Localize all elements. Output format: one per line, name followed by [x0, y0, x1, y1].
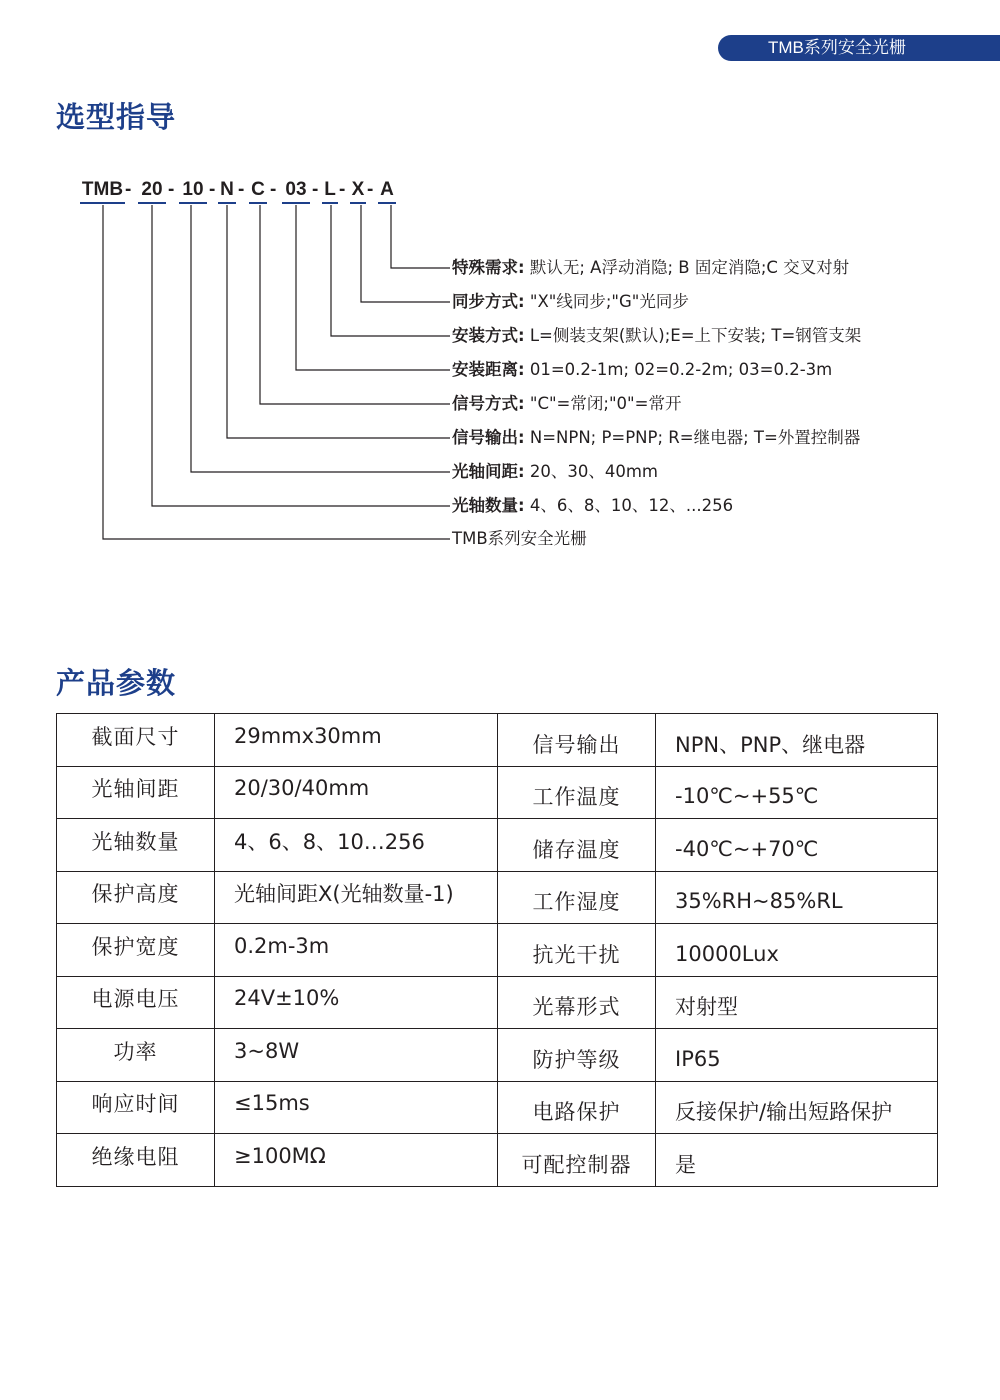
param-key: 防护等级: [498, 1029, 656, 1082]
code-separator: -: [270, 179, 277, 200]
annotation-desc: 01=0.2-1m; 02=0.2-2m; 03=0.2-3m: [524, 360, 833, 379]
annotation-label: 光轴间距:: [452, 462, 525, 481]
table-row: [57, 766, 938, 819]
code-segment-output: N: [218, 179, 236, 204]
annotation-label: 特殊需求:: [452, 258, 525, 277]
table-row: [57, 1029, 938, 1082]
code-separator: -: [209, 179, 216, 200]
connector-special: [391, 205, 450, 268]
table-row: [57, 819, 938, 872]
code-separator: -: [312, 179, 319, 200]
param-key: 抗光干扰: [498, 924, 656, 977]
section-title-selection-guide: 选型指导: [56, 100, 177, 134]
param-key: 截面尺寸: [57, 714, 215, 767]
annotation-signal: [452, 392, 681, 416]
connector-pitch: [191, 205, 450, 472]
param-key: 储存温度: [498, 819, 656, 872]
param-key: 保护宽度: [57, 924, 215, 977]
connector-distance: [296, 205, 450, 370]
annotation-label: 信号输出:: [452, 428, 525, 447]
param-key: 绝缘电阻: [57, 1134, 215, 1187]
annotation-mount: [452, 324, 861, 348]
param-value: ≥100MΩ: [215, 1134, 498, 1187]
code-segment-special: A: [378, 179, 396, 204]
param-key: 光轴间距: [57, 766, 215, 819]
code-segment-count: 20: [138, 179, 166, 204]
annotation-distance: [452, 358, 832, 382]
param-value: 0.2m-3m: [215, 924, 498, 977]
annotation-label: 安装距离:: [452, 360, 525, 379]
annotation-pitch: [452, 460, 658, 484]
header-tab: TMB系列安全光栅: [718, 35, 1000, 61]
table-row: [57, 924, 938, 977]
code-separator: -: [367, 179, 374, 200]
code-separator: -: [238, 179, 245, 200]
table-row: [57, 714, 938, 767]
param-key: 功率: [57, 1029, 215, 1082]
param-value: ≤15ms: [215, 1081, 498, 1134]
param-value: 10000Lux: [656, 924, 938, 977]
annotation-label: 光轴数量:: [452, 496, 525, 515]
annotation-desc: TMB系列安全光栅: [452, 529, 587, 548]
param-key: 光幕形式: [498, 976, 656, 1029]
code-segment-distance: 03: [282, 179, 310, 204]
param-key: 工作温度: [498, 766, 656, 819]
param-key: 保护高度: [57, 871, 215, 924]
annotation-sync: [452, 290, 689, 314]
annotation-label: 信号方式:: [452, 394, 525, 413]
param-value: 29mmx30mm: [215, 714, 498, 767]
param-value: 对射型: [656, 976, 938, 1029]
annotation-desc: N=NPN; P=PNP; R=继电器; T=外置控制器: [524, 428, 861, 447]
annotation-count: [452, 494, 733, 518]
param-key: 响应时间: [57, 1081, 215, 1134]
annotation-desc: 4、6、8、10、12、...256: [524, 496, 734, 515]
table-row: [57, 976, 938, 1029]
code-separator: -: [339, 179, 346, 200]
param-value: 光轴间距X(光轴数量-1): [215, 871, 498, 924]
connector-count: [152, 205, 450, 506]
param-value: 是: [656, 1134, 938, 1187]
param-key: 信号输出: [498, 714, 656, 767]
param-value: -10℃~+55℃: [656, 766, 938, 819]
param-value: IP65: [656, 1029, 938, 1082]
annotation-special: [452, 256, 849, 280]
annotation-series: [452, 527, 587, 551]
annotation-desc: L=侧装支架(默认);E=上下安装; T=钢管支架: [524, 326, 862, 345]
annotation-desc: "X"线同步;"G"光同步: [524, 292, 689, 311]
param-value: 反接保护/输出短路保护: [656, 1081, 938, 1134]
code-segment-pitch: 10: [179, 179, 207, 204]
code-separator: -: [125, 179, 132, 200]
param-key: 电源电压: [57, 976, 215, 1029]
code-separator: -: [168, 179, 175, 200]
code-segment-series: TMB: [80, 179, 125, 204]
param-value: 4、6、8、10…256: [215, 819, 498, 872]
connector-sync: [361, 205, 450, 302]
code-segment-sync: X: [350, 179, 366, 204]
section-title-product-params: 产品参数: [56, 666, 177, 700]
annotation-desc: 20、30、40mm: [524, 462, 658, 481]
connector-signal: [260, 205, 450, 404]
annotation-label: 安装方式:: [452, 326, 525, 345]
connector-series: [103, 205, 450, 539]
annotation-desc: 默认无; A浮动消隐; B 固定消隐;C 交叉对射: [524, 258, 850, 277]
param-key: 可配控制器: [498, 1134, 656, 1187]
param-key: 光轴数量: [57, 819, 215, 872]
table-row: [57, 1134, 938, 1187]
param-key: 电路保护: [498, 1081, 656, 1134]
annotation-label: 同步方式:: [452, 292, 525, 311]
table-row: [57, 1081, 938, 1134]
table-row: [57, 871, 938, 924]
param-value: 35%RH~85%RL: [656, 871, 938, 924]
param-key: 工作湿度: [498, 871, 656, 924]
param-value: 3~8W: [215, 1029, 498, 1082]
annotation-output: [452, 426, 860, 450]
params-table: [56, 713, 938, 1187]
param-value: NPN、PNP、继电器: [656, 714, 938, 767]
param-value: 20/30/40mm: [215, 766, 498, 819]
param-value: 24V±10%: [215, 976, 498, 1029]
annotation-desc: "C"=常闭;"0"=常开: [524, 394, 682, 413]
param-value: -40℃~+70℃: [656, 819, 938, 872]
code-segment-mount: L: [322, 179, 338, 204]
code-segment-signal: C: [249, 179, 267, 204]
